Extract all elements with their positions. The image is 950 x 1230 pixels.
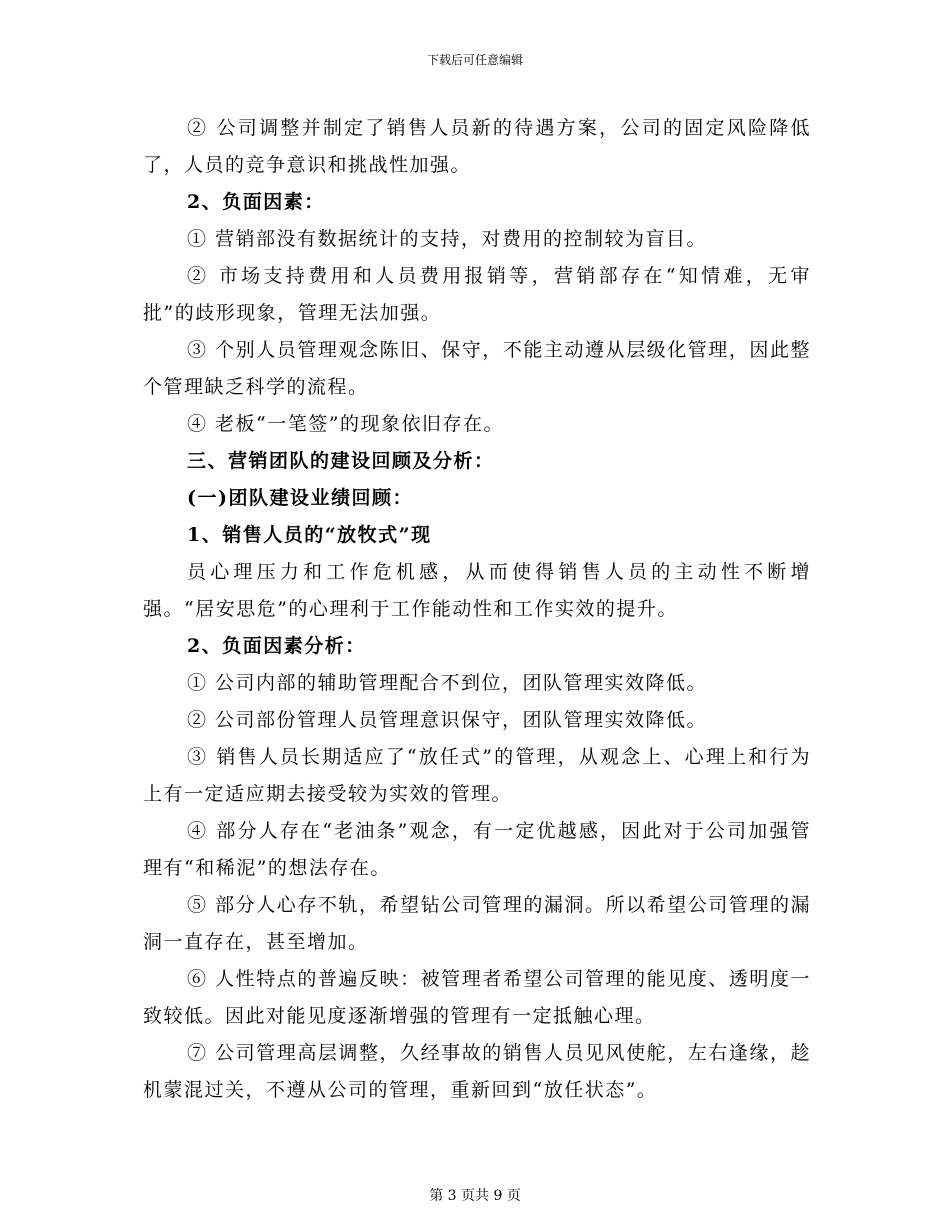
page-footer: 第 3 页共 9 页 (429, 1188, 521, 1204)
paragraph-10: 员心理压力和工作危机感，从而使得销售人员的主动性不断增强。“居安思危”的心理利于工作能动性和工作实效的提升。 (143, 561, 811, 620)
paragraph-3: ① 营销部没有数据统计的支持，对费用的控制较为盲目。 (187, 228, 708, 250)
paragraph-14: ③ 销售人员长期适应了“放任式”的管理，从观念上、心理上和行为上有一定适应期去接受较为实效的管理。 (143, 746, 811, 805)
page-header: 下载后可任意编辑 (426, 53, 523, 67)
paragraph-13: ② 公司部份管理人员管理意识保守，团队管理实效降低。 (187, 709, 708, 731)
section-heading-team-building: 三、营销团队的建设回顾及分析： (187, 450, 495, 472)
section-heading-negative-analysis: 2、负面因素分析： (187, 635, 366, 657)
paragraph-4: ② 市场支持费用和人员费用报销等，营销部存在“知情难，无审批”的歧形现象，管理无法加强。 (143, 265, 811, 324)
paragraph-17: ⑥ 人性特点的普遍反映：被管理者希望公司管理的能见度、透明度一致较低。因此对能见度逐渐增强的管理有一定抵触心理。 (143, 968, 811, 1027)
paragraph-16: ⑤ 部分人心存不轨，希望钻公司管理的漏洞。所以希望公司管理的漏洞一直存在，甚至增加。 (143, 894, 811, 953)
paragraph-5: ③ 个别人员管理观念陈旧、保守，不能主动遵从层级化管理，因此整个管理缺乏科学的流程。 (143, 339, 811, 398)
subsection-heading-grazing: 1、销售人员的“放牧式”现 (187, 524, 432, 546)
paragraph-6: ④ 老板“一笔签”的现象依旧存在。 (187, 413, 504, 435)
paragraph-1: ② 公司调整并制定了销售人员新的待遇方案，公司的固定风险降低了，人员的竞争意识和挑战性加强。 (143, 117, 811, 176)
paragraph-18: ⑦ 公司管理高层调整，久经事故的销售人员见风使舵，左右逢缘，趁机蒙混过关，不遵从公司的管理，重新回到“放任状态”。 (143, 1042, 811, 1101)
document-body (143, 110, 811, 1109)
section-heading-negative-factors: 2、负面因素： (187, 191, 325, 213)
paragraph-15: ④ 部分人存在“老油条”观念，有一定优越感，因此对于公司加强管理有“和稀泥”的想法存在。 (143, 820, 811, 879)
subsection-heading-performance-review: (一)团队建设业绩回顾： (187, 487, 413, 509)
paragraph-12: ① 公司内部的辅助管理配合不到位，团队管理实效降低。 (187, 672, 708, 694)
